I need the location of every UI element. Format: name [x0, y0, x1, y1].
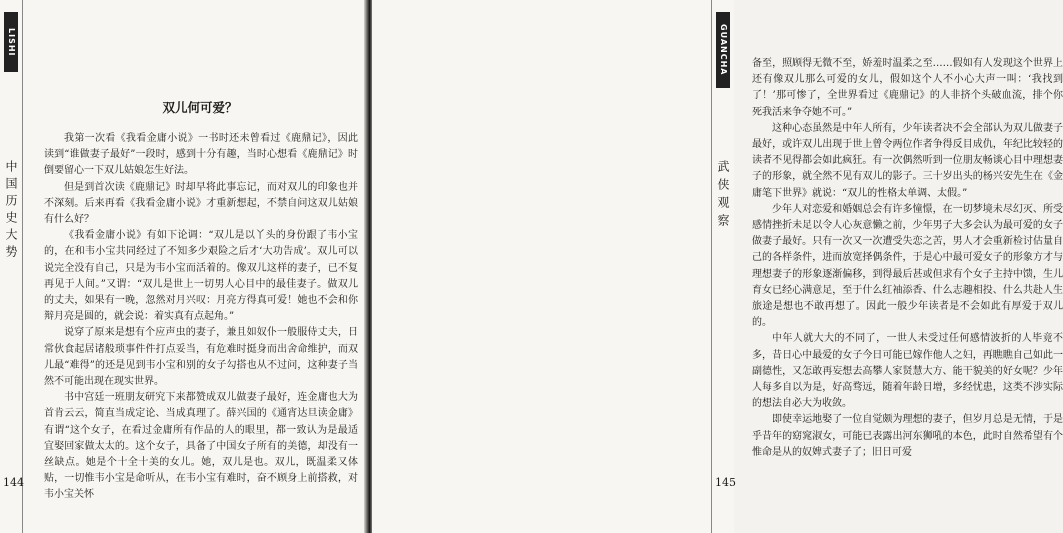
left-running-head: LISHI: [4, 12, 18, 72]
right-text-column: [752, 56, 1063, 461]
left-side-bar: [0, 0, 23, 533]
left-paragraph: 《我看金庸小说》有如下论调：“双儿是以丫头的身份跟了韦小宝的，在和韦小宝共同经过了不知多少艰险之后才‘大功告成’。双儿可以说完全没有自己，只是为韦小宝而活着的。像双儿这样的妻子，已不复再见于人间。”又谓：“双儿是世上一切男人心目中的最佳妻子。做双儿的丈夫，如果有一晚，忽然对月兴叹：月亮方得真可爱！她也不会和你辩月亮是圆的，就会说：着实真有点起角。”: [44, 230, 358, 323]
left-paragraph: 书中宫廷一班朋友研究下来都赞成双儿做妻子最好，连金庸也大为首肯云云，简直当成定论、当成真理了。薛兴国的《通宵达旦读金庸》有谓“这个女子，在看过金庸所有作品的人的眼里，都一致认为是最适宜娶回家做太太的。这个女子，具备了中国女子所有的美德，却没有一丝缺点。她是个十全十美的女儿。她，双儿是也。双儿，既温柔又体贴，一切惟韦小宝是命听从，在韦小宝有难时，奋不顾身上前搭救，对韦小宝关怀: [44, 392, 358, 501]
left-series-title: 中国历史大势: [4, 160, 18, 262]
left-paragraph: 说穿了原来是想有个应声虫的妻子，兼且如奴仆一般服侍丈夫，日常伙食起居诸般琐事件件打点妥当，有危难时挺身而出舍命维护，而双儿最“难得”的还是见到韦小宝和别的女子勾搭也从不过问，这种妻子当然不可能出现在现实世界。: [44, 327, 358, 388]
right-paragraph: 中年人就大大的不同了，一世人未受过任何感情波折的人毕竟不多，昔日心中最爱的女子今日可能已嫁作他人之妇，再瞧瞧自己如此一副德性，又怎敢再妄想去高攀人家贤慧大方、能干貌美的好女呢？少年人每多自以为是，好高骛远，随着年龄日增，多经忧患，这类不涉实际的想法自必大为收敛。: [752, 333, 1063, 410]
right-paragraph: 少年人对恋爱和婚姻总会有许多憧憬，在一切梦境未尽幻灭、所受感情挫折未足以令人心灰意懒之前，少年男子大多会认为最可爱的女子做妻子最好。只有一次又一次遭受失恋之苦，男人才会重新检讨估量自己的各样条件，进而放宽择偶条件，于是心中最可爱女子的形象方才与理想妻子的形象逐渐偏移，到得最后甚或但求有个女子主持中馈，生儿育女已经心满意足，至于什么红袖添香、什么志趣相投、什么共赴人生旅途是想也不敢再想了。因此一般少年读者是不会如此有厚爱于双儿的。: [752, 203, 1063, 329]
left-page: [0, 0, 366, 533]
right-side-bar: [711, 0, 734, 533]
right-page: [372, 0, 1063, 533]
article-title: 双儿何可爱？: [162, 100, 238, 115]
left-paragraph: 但是到首次读《鹿鼎记》时却早将此事忘记，而对双儿的印象也并不深刻。后来再看《我看金庸小说》才重新想起，不禁自问这双儿姑娘有什么好？: [44, 181, 358, 226]
left-text-column: [44, 131, 358, 504]
right-running-head: GUANCHA: [716, 12, 730, 88]
right-series-title: 武侠观察: [716, 160, 730, 232]
right-paragraph: 备至，照顾得无微不至，娇羞时温柔之至……假如有人发现这个世界上还有像双儿那么可爱的女儿，假如这个人不小心大声一叫：‘我找到了！’那可惨了，全世界看过《鹿鼎记》的人非挤个头破血流，排个你死我活来争夺她不可。”: [752, 58, 1063, 118]
right-page-number: 145: [715, 476, 736, 489]
right-paragraph: 这种心态虽然是中年人所有，少年读者决不会全部认为双儿做妻子最好，或许双儿出现于世上曾令两位作者争得反目成仇，年纪比较轻的读者不见得都会如此疯狂。有一次偶然听到一位朋友畅谈心目中理想妻子的形象，就全然不见有双儿的影子。三十岁出头的杨兴安先生在《金庸笔下世界》就说：“双儿的性格太单调、太假。”: [752, 122, 1063, 199]
left-paragraph: 我第一次看《我看金庸小说》一书时还未曾看过《鹿鼎记》，因此读到“谁做妻子最好”一段时，感到十分有趣，当时心想看《鹿鼎记》时倒要留心一下双儿姑娘怎生好法。: [44, 133, 358, 177]
right-paragraph: 即使幸运地娶了一位自觉颇为理想的妻子，但岁月总是无情，于是乎昔年的窈窕淑女，可能已表露出河东狮吼的本色，此时自然希望有个惟命是从的奴婢式妻子了；旧日可爱: [752, 414, 1063, 458]
left-page-number: 144: [3, 476, 24, 489]
